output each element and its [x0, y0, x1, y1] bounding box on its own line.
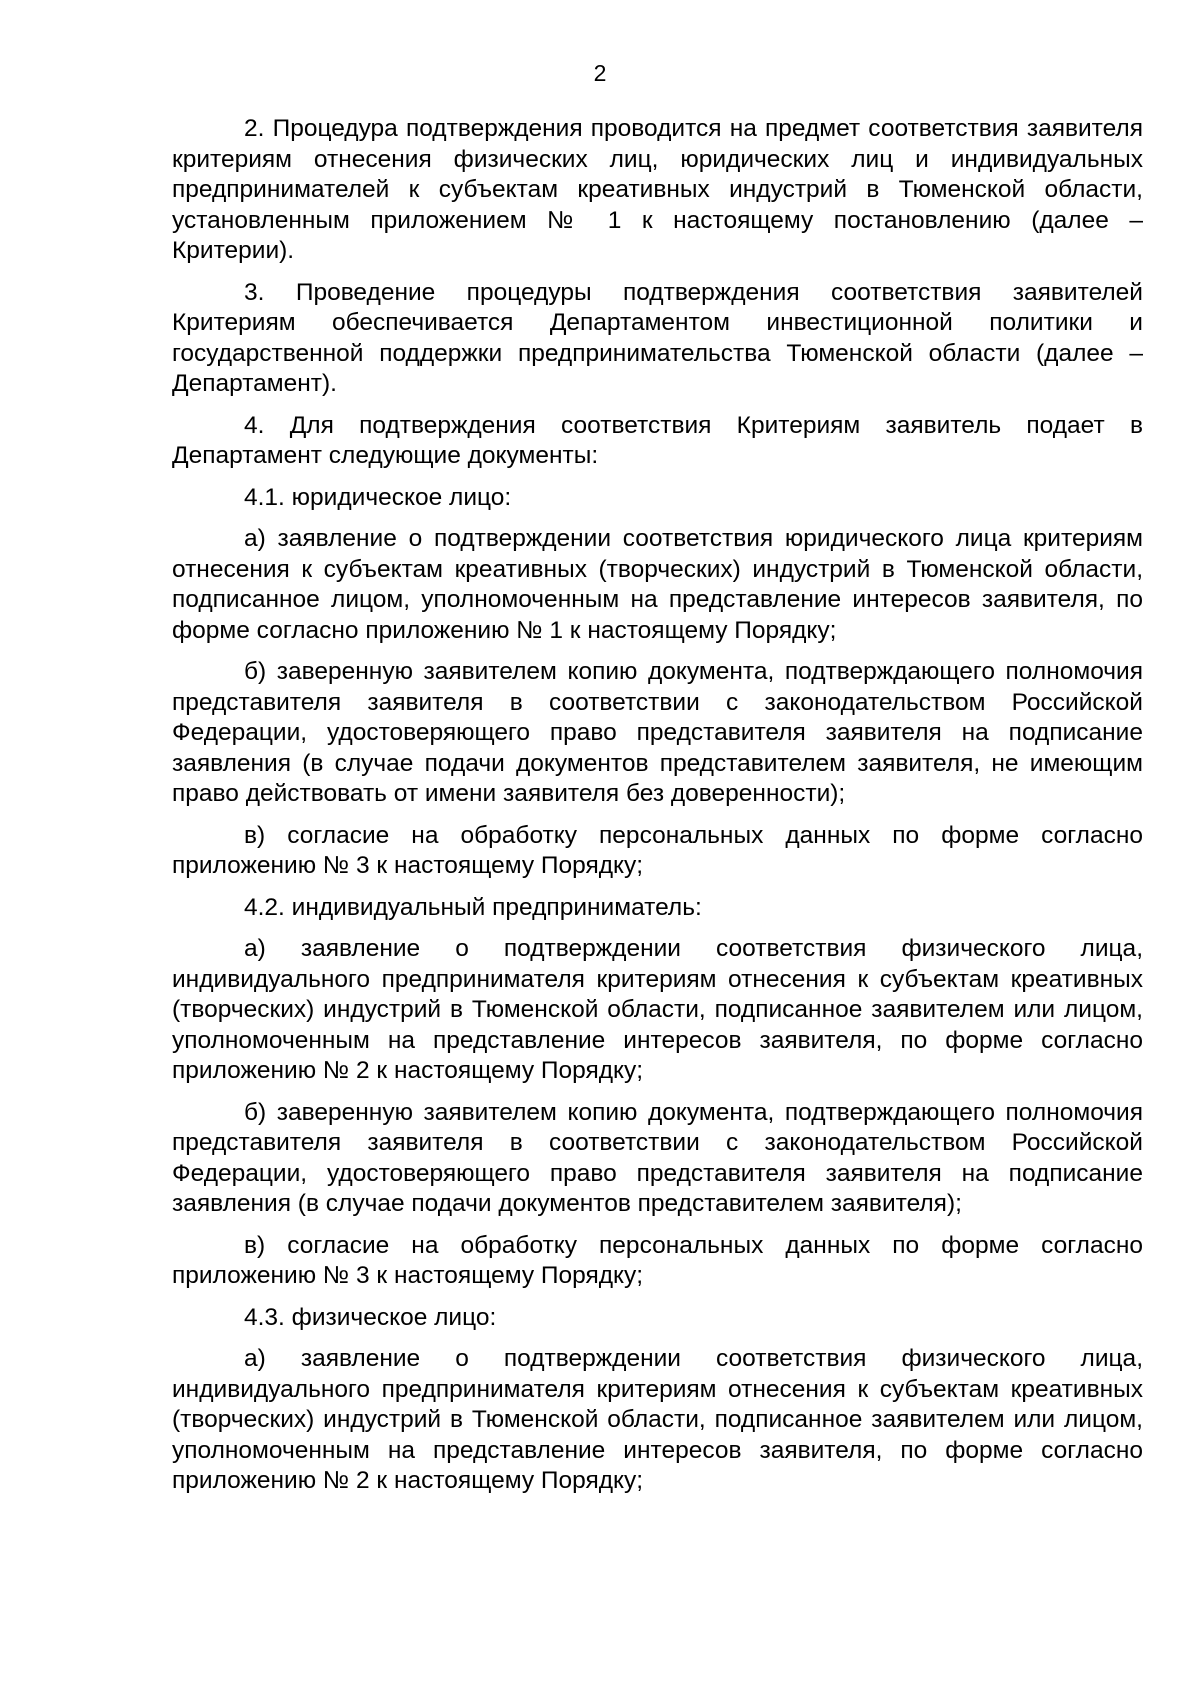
document-body: [172, 114, 1143, 1508]
paragraph-4-1-b: б) заверенную заявителем копию документа, подтверждающего полномочия представителя заявителя в соответствии с законодательством Российской Федерации, удостоверяющего право представителя заявителя на подписание заявления (в случае подачи документов представителем заявителя, не имеющим право действовать от имени заявителя без доверенности);: [172, 658, 1143, 807]
paragraph-4-2-c: в) согласие на обработку персональных данных по форме согласно приложению № 3 к настоящему Порядку;: [172, 1231, 1143, 1289]
paragraph-4: 4. Для подтверждения соответствия Критериям заявитель подает в Департамент следующие документы:: [172, 411, 1143, 469]
paragraph-4-1-c: в) согласие на обработку персональных данных по форме согласно приложению № 3 к настоящему Порядку;: [172, 821, 1143, 879]
paragraph-4-1-heading: 4.1. юридическое лицо:: [244, 483, 512, 511]
paragraph-4-2-b: б) заверенную заявителем копию документа, подтверждающего полномочия представителя заявителя в соответствии с законодательством Российской Федерации, удостоверяющего право представителя заявителя на подписание заявления (в случае подачи документов представителем заявителя);: [172, 1098, 1143, 1217]
paragraph-2: 2. Процедура подтверждения проводится на предмет соответствия заявителя критериям отнесения физических лиц, юридических лиц и индивидуальных предпринимателей к субъектам креативных индустрий в Тюменской области, установленным приложением № 1 к настоящему постановлению (далее – Критерии).: [172, 115, 1143, 264]
paragraph-4-2-heading: 4.2. индивидуальный предприниматель:: [244, 893, 702, 921]
paragraph-3: 3. Проведение процедуры подтверждения соответствия заявителей Критериям обеспечивается Департаментом инвестиционной политики и государственной поддержки предпринимательства Тюменской области (далее – Департамент).: [172, 278, 1143, 397]
paragraph-4-2-a: а) заявление о подтверждении соответствия физического лица, индивидуального предпринимателя критериям отнесения к субъектам креативных (творческих) индустрий в Тюменской области, подписанное заявителем или лицом, уполномоченным на представление интересов заявителя, по форме согласно приложению № 2 к настоящему Порядку;: [172, 935, 1143, 1084]
paragraph-4-3-a: а) заявление о подтверждении соответствия физического лица, индивидуального предпринимателя критериям отнесения к субъектам креативных (творческих) индустрий в Тюменской области, подписанное заявителем или лицом, уполномоченным на представление интересов заявителя, по форме согласно приложению № 2 к настоящему Порядку;: [172, 1345, 1143, 1494]
paragraph-4-3-heading: 4.3. физическое лицо:: [244, 1303, 497, 1331]
paragraph-4-1-a: а) заявление о подтверждении соответствия юридического лица критериям отнесения к субъектам креативных (творческих) индустрий в Тюменской области, подписанное лицом, уполномоченным на представление интересов заявителя, по форме согласно приложению № 1 к настоящему Порядку;: [172, 525, 1143, 644]
page-number: 2: [593, 60, 607, 86]
